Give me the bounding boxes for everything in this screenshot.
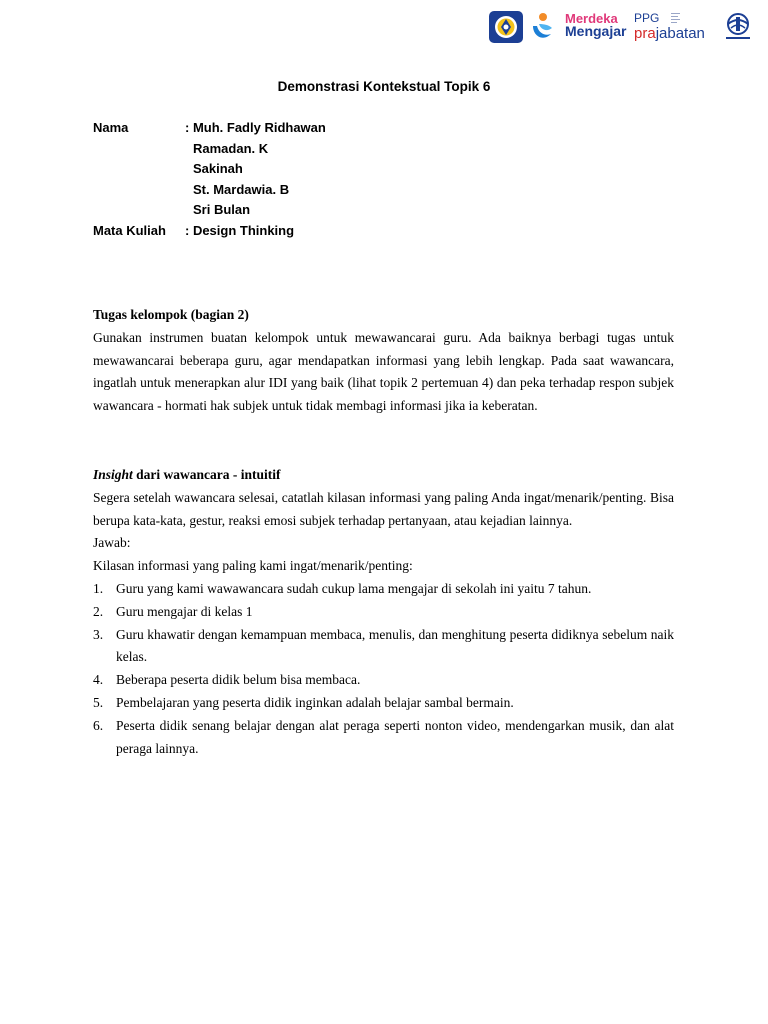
list-item-number: 2. — [93, 603, 104, 619]
list-item-number: 5. — [93, 694, 104, 710]
list-item-number: 1. — [93, 580, 104, 596]
list-item — [93, 715, 674, 761]
ppg-text: PPG — [634, 11, 660, 25]
list-item — [93, 624, 674, 670]
ppg-fine-print-icon — [671, 12, 681, 26]
list-item-text: Guru mengajar di kelas 1 — [116, 603, 253, 619]
list-item-text: Peserta didik senang belajar dengan alat peraga seperti nonton video, mendengarkan musik, dan alat peraga lainnya. — [116, 717, 674, 756]
section-paragraph: Segera setelah wawancara selesai, catatlah kilasan informasi yang paling Anda ingat/menarik/penting. Bisa berupa kata-kata, gestur, reaksi emosi subjek terhadap pertanyaan, atau kejadian lainnya. — [93, 489, 674, 528]
tut-wuri-handayani-logo-icon — [489, 11, 523, 43]
section-heading: Tugas kelompok (bagian 2) — [93, 307, 249, 322]
list-item-number: 6. — [93, 717, 104, 733]
prajabatan-text: prajabatan — [634, 25, 705, 42]
section-insight — [93, 464, 674, 760]
list-item — [93, 578, 674, 601]
section-tugas-kelompok — [93, 304, 674, 418]
list-item-text: Guru khawatir dengan kemampuan membaca, menulis, dan menghitung peserta didiknya sebelum naik kelas. — [116, 626, 674, 665]
list-item — [93, 692, 674, 715]
document-title: Demonstrasi Kontekstual Topik 6 — [277, 79, 491, 94]
header-logos — [486, 8, 762, 46]
mengajar-text: Mengajar — [565, 23, 627, 39]
list-intro: Kilasan informasi yang paling kami ingat/menarik/penting: — [93, 558, 413, 574]
list-item-number: 4. — [93, 672, 104, 688]
heading-rest: dari wawancara - intuitif — [132, 467, 281, 482]
university-emblem-icon — [722, 11, 754, 43]
list-item — [93, 669, 674, 692]
nama-value: Sakinah — [193, 161, 243, 177]
nama-value: St. Mardawia. B — [193, 181, 290, 197]
list-item-text: Pembelajaran yang peserta didik inginkan adalah belajar sambal bermain. — [116, 694, 514, 710]
nama-value: : Muh. Fadly Ridhawan — [185, 120, 326, 135]
nama-value: Ramadan. K — [193, 140, 269, 156]
jawab-label: Jawab: — [93, 535, 131, 551]
list-item-number: 3. — [93, 626, 104, 642]
list-item-text: Beberapa peserta didik belum bisa membaca. — [116, 672, 361, 688]
list-item — [93, 601, 674, 624]
merdeka-text: Merdeka — [565, 11, 618, 26]
nama-label: Nama — [93, 120, 129, 135]
insight-list — [93, 578, 674, 760]
merdeka-mengajar-logo-icon — [531, 12, 553, 42]
nama-value: Sri Bulan — [193, 202, 251, 218]
ppg-prajabatan-wordmark — [634, 11, 705, 42]
section-paragraph: Gunakan instrumen buatan kelompok untuk mewawancarai guru. Ada baiknya berbagi tugas untuk mewawancarai beberapa guru, agar mendapatkan informasi yang lebih lengkap. Pada saat wawancara, ingatlah untuk menerapkan alur IDI yang baik (lihat topik 2 pertemuan 4) dan peka terhadap respon subjek wawancara - hormati hak subjek untuk tidak membagi informasi jika ia keberatan. — [93, 329, 674, 414]
list-item-text: Guru yang kami wawawancara sudah cukup lama mengajar di sekolah ini yaitu 7 tahun. — [116, 580, 592, 596]
section-heading — [93, 464, 674, 487]
merdeka-mengajar-wordmark — [565, 12, 626, 38]
heading-italic-word: Insight — [93, 467, 133, 482]
mata-kuliah-label: Mata Kuliah — [93, 222, 166, 238]
mata-kuliah-value: : Design Thinking — [185, 222, 295, 238]
